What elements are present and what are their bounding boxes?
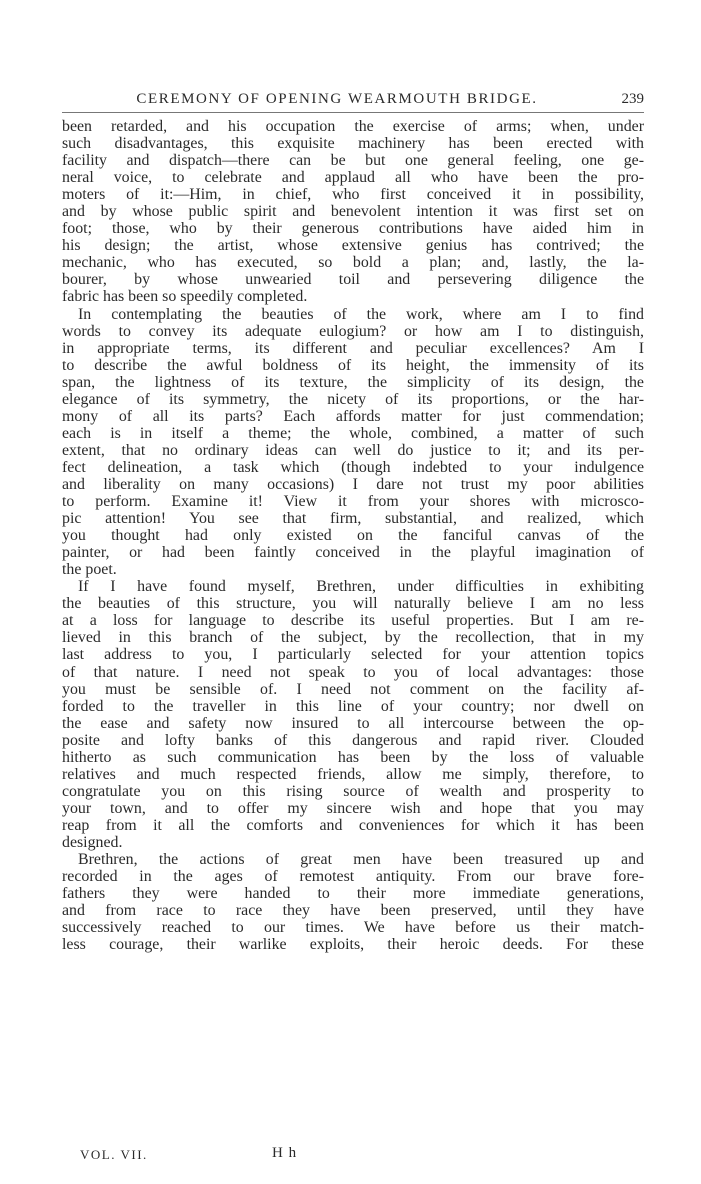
text-line: to describe the awful boldness of its height, the immensity of its [62, 356, 644, 374]
text-line: neral voice, to celebrate and applaud all who have been the pro- [62, 169, 644, 187]
text-line: span, the lightness of its texture, the simplicity of its design, the [62, 373, 644, 391]
text-line: your town, and to offer my sincere wish and hope that you may [62, 799, 644, 817]
body-text [62, 118, 644, 953]
text-line: mony of all its parts? Each affords matter for just commendation; [62, 407, 644, 425]
running-head: CEREMONY OF OPENING WEARMOUTH BRIDGE. [136, 91, 538, 107]
text-line: forded to the traveller in this line of your country; nor dwell on [62, 697, 644, 715]
text-line: fabric has been so speedily completed. [62, 288, 308, 306]
text-line: less courage, their warlike exploits, their heroic deeds. For these [62, 936, 644, 954]
text-line: at a loss for language to describe its useful properties. But I am re- [62, 612, 644, 630]
page-number: 239 [621, 91, 644, 107]
text-line: congratulate you on this rising source of wealth and prosperity to [62, 782, 644, 800]
page-footer [80, 1147, 600, 1165]
text-line: and by whose public spirit and benevolent intention it was first set on [62, 203, 644, 221]
text-line: in appropriate terms, its different and peculiar excellences? Am I [62, 339, 644, 357]
text-line: recorded in the ages of remotest antiquity. From our brave fore- [62, 868, 644, 886]
page-header [62, 90, 644, 113]
text-line: you thought had only existed on the fanciful canvas of the [62, 527, 644, 545]
text-line: foot; those, who by their generous contributions have aided him in [62, 220, 644, 238]
text-line: words to convey its adequate eulogium? or how am I to distinguish, [62, 322, 644, 340]
text-line: been retarded, and his occupation the exercise of arms; when, under [62, 118, 644, 135]
text-line: to perform. Examine it! View it from your shores with microsco- [62, 493, 644, 511]
text-line: such disadvantages, this exquisite machinery has been erected with [62, 135, 644, 153]
text-line: the ease and safety now insured to all intercourse between the op- [62, 714, 644, 732]
text-line: posite and lofty banks of this dangerous and rapid river. Clouded [62, 731, 644, 749]
text-line: and liberality on many occasions) I dare not trust my poor abilities [62, 475, 644, 493]
text-line: his design; the artist, whose extensive genius has contrived; the [62, 237, 644, 255]
text-line: painter, or had been faintly conceived in the playful imagination of [62, 544, 644, 562]
volume-label: VOL. VII. [80, 1147, 148, 1162]
text-line: bourer, by whose unwearied toil and persevering diligence the [62, 271, 644, 289]
text-line: If I have found myself, Brethren, under difficulties in exhibiting [78, 578, 644, 596]
text-line: each is in itself a theme; the whole, combined, a matter of such [62, 424, 644, 442]
text-line: the poet. [62, 561, 117, 579]
text-line: reap from it all the comforts and conveniences for which it has been [62, 816, 644, 834]
text-line: mechanic, who has executed, so bold a plan; and, lastly, the la- [62, 254, 644, 272]
signature-mark: H h [272, 1145, 298, 1161]
text-line: successively reached to our times. We have before us their match- [62, 919, 644, 937]
text-line: hitherto as such communication has been by the loss of valuable [62, 748, 644, 766]
text-line: extent, that no ordinary ideas can well do justice to it; and its per- [62, 441, 644, 459]
text-line: designed. [62, 833, 123, 851]
text-line: of that nature. I need not speak to you of local advantages: those [62, 663, 644, 681]
text-line: moters of it:—Him, in chief, who first conceived it in possibility, [62, 186, 644, 204]
text-line: fathers they were handed to their more immediate generations, [62, 885, 644, 903]
text-line: relatives and much respected friends, allow me simply, therefore, to [62, 765, 644, 783]
text-line: elegance of its symmetry, the nicety of its proportions, or the har- [62, 390, 644, 408]
text-line: and from race to race they have been preserved, until they have [62, 902, 644, 920]
text-line: fect delineation, a task which (though indebted to your indulgence [62, 458, 644, 476]
text-line: Brethren, the actions of great men have been treasured up and [78, 851, 644, 869]
text-line: pic attention! You see that firm, substantial, and realized, which [62, 510, 644, 528]
text-line: last address to you, I particularly selected for your attention topics [62, 646, 644, 664]
text-line: In contemplating the beauties of the work, where am I to find [78, 305, 644, 323]
text-line: you must be sensible of. I need not comment on the facility af- [62, 680, 644, 698]
text-line: facility and dispatch—there can be but one general feeling, one ge- [62, 152, 644, 170]
text-line: the beauties of this structure, you will naturally believe I am no less [62, 595, 644, 613]
text-line: lieved in this branch of the subject, by the recollection, that in my [62, 629, 644, 647]
